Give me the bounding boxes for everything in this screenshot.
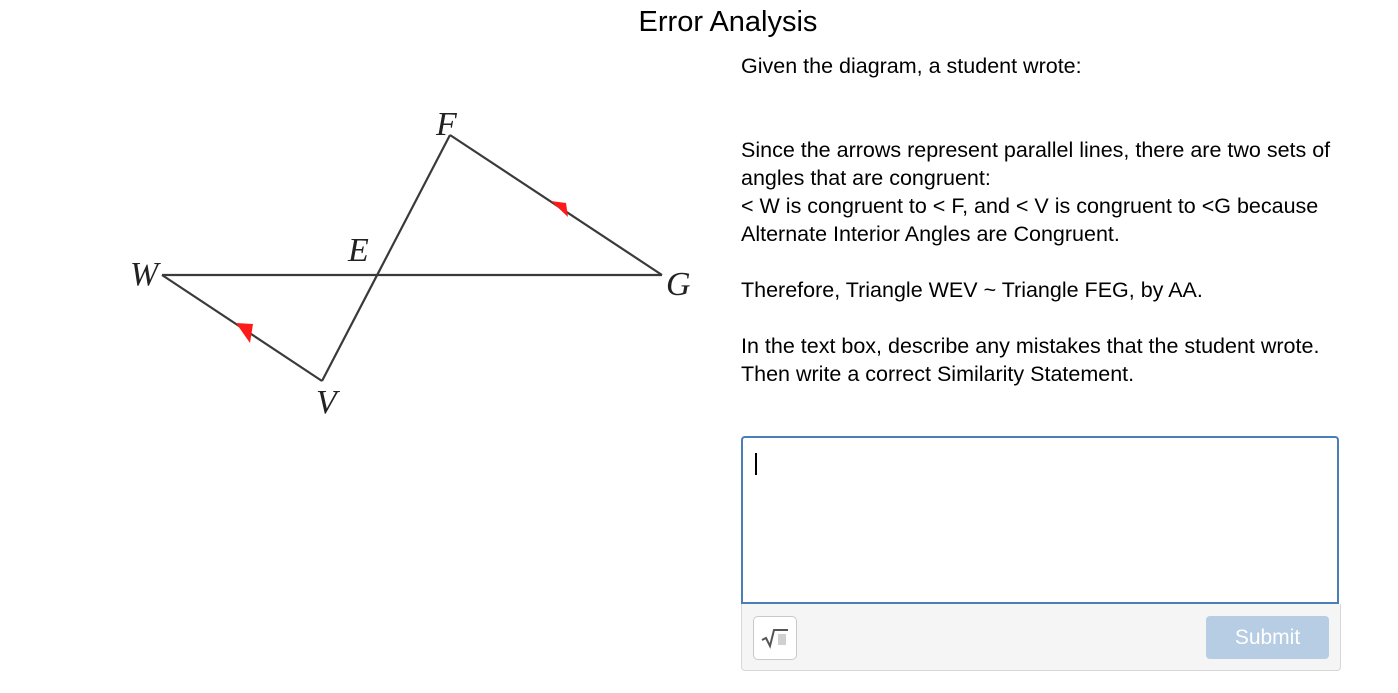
submit-button[interactable]: Submit <box>1206 616 1329 659</box>
answer-toolbar <box>741 604 1341 671</box>
geometry-diagram <box>110 95 710 425</box>
text-caret <box>755 453 757 475</box>
math-editor-button[interactable] <box>753 616 797 660</box>
prompt-line-4: In the text box, describe any mistakes that the student wrote. Then write a correct Similarity Statement. <box>741 334 1320 386</box>
vertex-label-e: E <box>348 232 369 269</box>
answer-box[interactable] <box>741 436 1339 604</box>
prompt-line-1: Since the arrows represent parallel lines, there are two sets of angles that are congruent: <box>741 138 1331 190</box>
answer-input[interactable] <box>753 448 1327 592</box>
vertex-label-v: V <box>316 384 337 421</box>
square-root-icon <box>760 626 790 650</box>
prompt-intro: Given the diagram, a student wrote: <box>741 54 1082 78</box>
parallel-arrow-wv <box>236 323 253 343</box>
vertex-label-w: W <box>130 256 159 293</box>
vertex-label-f: F <box>436 106 457 143</box>
page-title: Error Analysis <box>638 6 818 38</box>
question-prompt <box>741 52 1361 388</box>
vertex-label-g: G <box>666 266 691 303</box>
prompt-line-3: Therefore, Triangle WEV ~ Triangle FEG, by AA. <box>741 278 1203 302</box>
segment-fv <box>322 135 450 381</box>
prompt-line-2: < W is congruent to < F, and < V is congruent to <G because Alternate Interior Angles are Congruent. <box>741 194 1319 246</box>
